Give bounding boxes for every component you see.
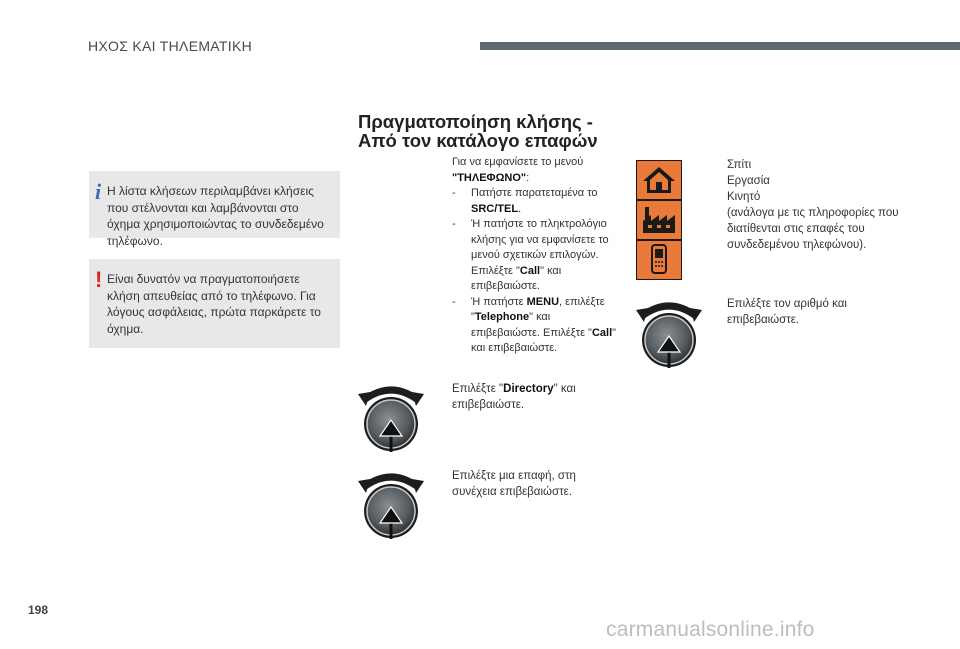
info-icon: i <box>95 179 102 204</box>
directory-pre: Επιλέξτε " <box>452 383 504 395</box>
info-note-text: Η λίστα κλήσεων περιλαμβάνει κλήσεις που στέλνονται και λαμβάνονται στο όχημα χρησιμοποιώντας το συνδεδεμένο τηλέφωνο. <box>107 184 324 248</box>
warning-icon: ! <box>95 267 103 292</box>
contact-type-home: Σπίτι <box>727 159 752 171</box>
intro-step-1 <box>452 186 622 217</box>
step3-bold3: Call <box>591 326 613 339</box>
intro-step-2 <box>452 217 622 295</box>
step2-text: Ή πατήστε το πληκτρολόγιο κλήσης για να εμφανίσετε το μενού σχετικών επιλογών. Επιλέξτε " <box>471 218 609 277</box>
page-title <box>358 112 598 150</box>
page-title-line2: Από τον κατάλογο επαφών <box>358 130 598 151</box>
header-bar <box>480 42 960 50</box>
contact-types-note: (ανάλογα με τις πληροφορίες που διατίθενται στις επαφές του συνδεδεμένου τηλεφώνου). <box>727 207 899 251</box>
watermark: carmanualsonline.info <box>606 618 815 641</box>
directory-bold: Directory <box>503 383 554 395</box>
step3-end: " και επιβεβαιώστε. <box>471 326 617 354</box>
rotate-knob-icon <box>358 467 424 541</box>
home-icon <box>637 161 681 199</box>
contact-type-mobile: Κινητό <box>727 191 761 203</box>
select-contact-step: Επιλέξτε μια επαφή, στη συνέχεια επιβεβαιώστε. <box>452 470 576 498</box>
select-number-step: Επιλέξτε τον αριθμό και επιβεβαιώστε. <box>727 298 847 326</box>
step1-end: . <box>518 202 522 215</box>
bullet-dash: - <box>452 295 456 308</box>
step2-bold: Call <box>519 264 541 277</box>
select-directory-step <box>452 381 622 413</box>
page-title-line1: Πραγματοποίηση κλήσης - <box>358 111 593 132</box>
step1-bold: SRC/TEL <box>471 202 519 215</box>
intro-instructions <box>452 155 622 357</box>
step1-text: Πατήστε παρατεταμένα το <box>471 187 598 199</box>
mobile-phone-icon <box>637 241 681 279</box>
step3-mid2: " και επιβεβαιώστε. Επιλέξτε " <box>471 311 592 339</box>
section-title: ΗΧΟΣ ΚΑΙ ΤΗΛΕΜΑΤΙΚΗ <box>88 38 252 54</box>
intro-lead <box>452 155 622 186</box>
directory-post: " και επιβεβαιώστε. <box>452 383 576 411</box>
rotate-knob-icon <box>636 296 702 370</box>
intro-step-3 <box>452 295 622 357</box>
factory-icon <box>637 201 681 239</box>
step3-text: Ή πατήστε <box>471 295 524 308</box>
intro-lead-bold: "ΤΗΛΕΦΩΝΟ" <box>452 171 527 184</box>
warning-note-text: Είναι δυνατόν να πραγματοποιήσετε κλήση απευθείας από το τηλέφωνο. Για λόγους ασφάλειας, πρώτα παρκάρετε το όχημα. <box>107 272 321 336</box>
bullet-dash: - <box>452 218 456 230</box>
step3-bold: MENU <box>526 295 560 308</box>
contact-types-list <box>727 157 902 253</box>
info-note <box>89 171 340 248</box>
contact-type-work: Εργασία <box>727 175 770 187</box>
intro-lead-end: : <box>526 171 530 184</box>
step3-bold2: Telephone <box>474 311 530 323</box>
step2-end: " και επιβεβαιώστε. <box>471 264 562 292</box>
bullet-dash: - <box>452 187 456 199</box>
warning-note <box>89 259 340 348</box>
intro-lead-text: Για να εμφανίσετε το μενού <box>452 156 584 168</box>
step3-mid: , επιλέξτε " <box>471 295 605 323</box>
page-number: 198 <box>28 603 49 617</box>
rotate-knob-icon <box>358 380 424 454</box>
contact-type-icons <box>636 160 682 280</box>
